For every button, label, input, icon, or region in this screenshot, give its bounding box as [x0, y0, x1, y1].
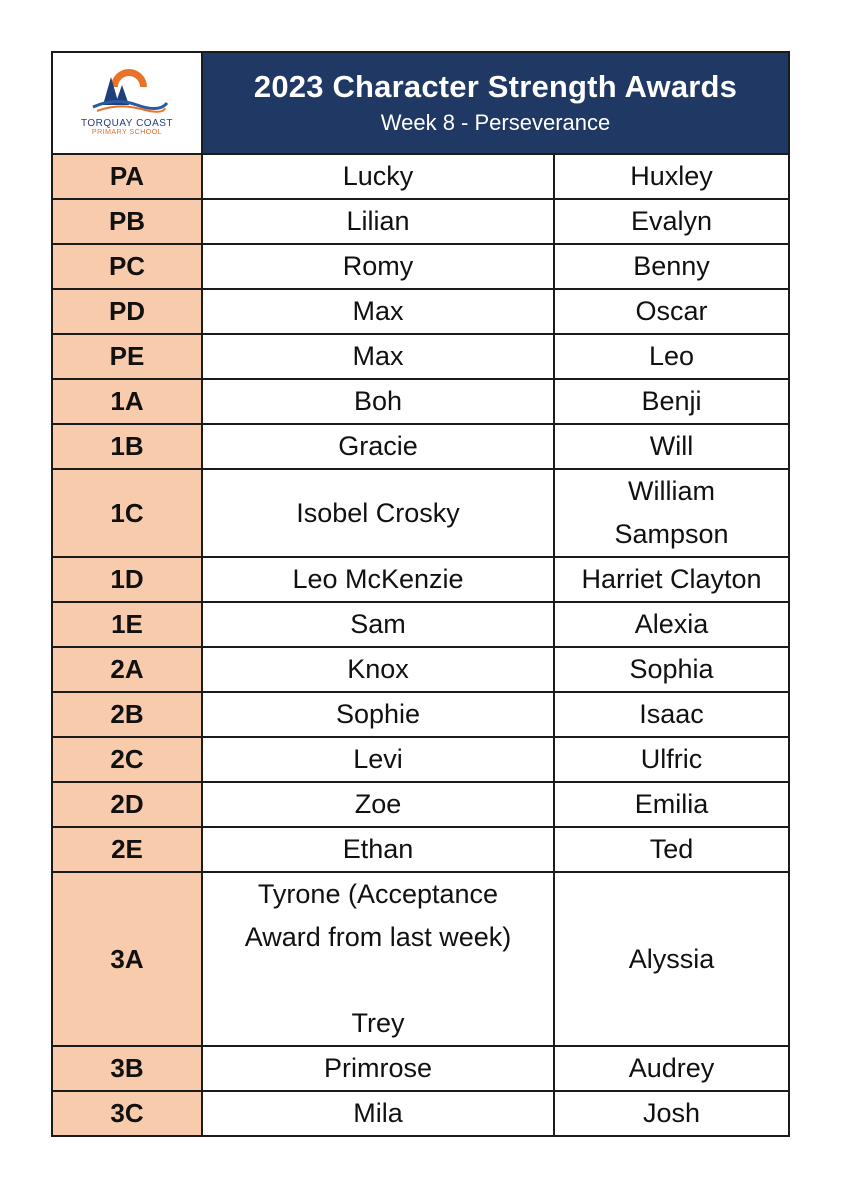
award-name-second: Alexia [554, 602, 789, 647]
award-name-second: Evalyn [554, 199, 789, 244]
award-name-first: Ethan [202, 827, 554, 872]
award-name-second: Ulfric [554, 737, 789, 782]
class-cell: 2D [52, 782, 202, 827]
award-name-second: Benji [554, 379, 789, 424]
table-row [52, 557, 789, 602]
award-name-first: Primrose [202, 1046, 554, 1091]
award-name-first: Gracie [202, 424, 554, 469]
class-cell: 1C [52, 469, 202, 557]
award-name-second: Emilia [554, 782, 789, 827]
school-logo [81, 67, 173, 137]
award-name-second: Ted [554, 827, 789, 872]
award-name-first: Mila [202, 1091, 554, 1136]
award-name-second: Leo [554, 334, 789, 379]
logo-text-type: PRIMARY SCHOOL [91, 129, 163, 136]
school-logo-icon [85, 67, 169, 113]
award-name-first: Romy [202, 244, 554, 289]
class-cell: 3B [52, 1046, 202, 1091]
class-cell: PB [52, 199, 202, 244]
class-cell: 1B [52, 424, 202, 469]
class-cell: 2E [52, 827, 202, 872]
award-name-second: Audrey [554, 1046, 789, 1091]
table-row [52, 379, 789, 424]
award-name-second: Sophia [554, 647, 789, 692]
header-row [52, 52, 789, 154]
class-cell: PD [52, 289, 202, 334]
table-row [52, 872, 789, 1046]
award-name-first: Boh [202, 379, 554, 424]
logo-cell [52, 52, 202, 154]
table-row [52, 199, 789, 244]
class-cell: 1D [52, 557, 202, 602]
table-row [52, 469, 789, 557]
award-name-second: Alyssia [554, 872, 789, 1046]
class-cell: PE [52, 334, 202, 379]
award-name-first: Max [202, 289, 554, 334]
logo-text-school: TORQUAY COAST [80, 118, 174, 129]
title-cell [202, 52, 789, 154]
award-name-second: Isaac [554, 692, 789, 737]
award-name-first: Isobel Crosky [202, 469, 554, 557]
class-cell: 1A [52, 379, 202, 424]
award-name-first: Knox [202, 647, 554, 692]
award-name-first: Lucky [202, 154, 554, 199]
table-row [52, 1091, 789, 1136]
class-cell: 2C [52, 737, 202, 782]
award-name-first: Leo McKenzie [202, 557, 554, 602]
award-name-second: Harriet Clayton [554, 557, 789, 602]
table-row [52, 692, 789, 737]
class-cell: PC [52, 244, 202, 289]
award-name-second: Will [554, 424, 789, 469]
award-name-first: Max [202, 334, 554, 379]
class-cell: 2B [52, 692, 202, 737]
page-title: 2023 Character Strength Awards [253, 69, 738, 104]
class-cell: 2A [52, 647, 202, 692]
class-cell: 3C [52, 1091, 202, 1136]
table-row [52, 737, 789, 782]
table-row [52, 289, 789, 334]
awards-table [51, 51, 790, 1137]
class-cell: PA [52, 154, 202, 199]
table-row [52, 647, 789, 692]
class-cell: 3A [52, 872, 202, 1046]
award-name-second: Josh [554, 1091, 789, 1136]
award-name-second: William Sampson [554, 469, 789, 557]
page-subtitle: Week 8 - Perseverance [380, 110, 611, 135]
award-name-first: Levi [202, 737, 554, 782]
table-row [52, 827, 789, 872]
table-row [52, 424, 789, 469]
award-name-first: Tyrone (Acceptance Award from last week) Trey [202, 872, 554, 1046]
table-row [52, 154, 789, 199]
award-name-first: Sophie [202, 692, 554, 737]
award-name-first: Zoe [202, 782, 554, 827]
award-name-second: Oscar [554, 289, 789, 334]
table-row [52, 602, 789, 647]
table-row [52, 782, 789, 827]
award-name-second: Huxley [554, 154, 789, 199]
award-name-first: Sam [202, 602, 554, 647]
award-name-first: Lilian [202, 199, 554, 244]
table-row [52, 244, 789, 289]
table-row [52, 1046, 789, 1091]
table-row [52, 334, 789, 379]
class-cell: 1E [52, 602, 202, 647]
award-name-second: Benny [554, 244, 789, 289]
